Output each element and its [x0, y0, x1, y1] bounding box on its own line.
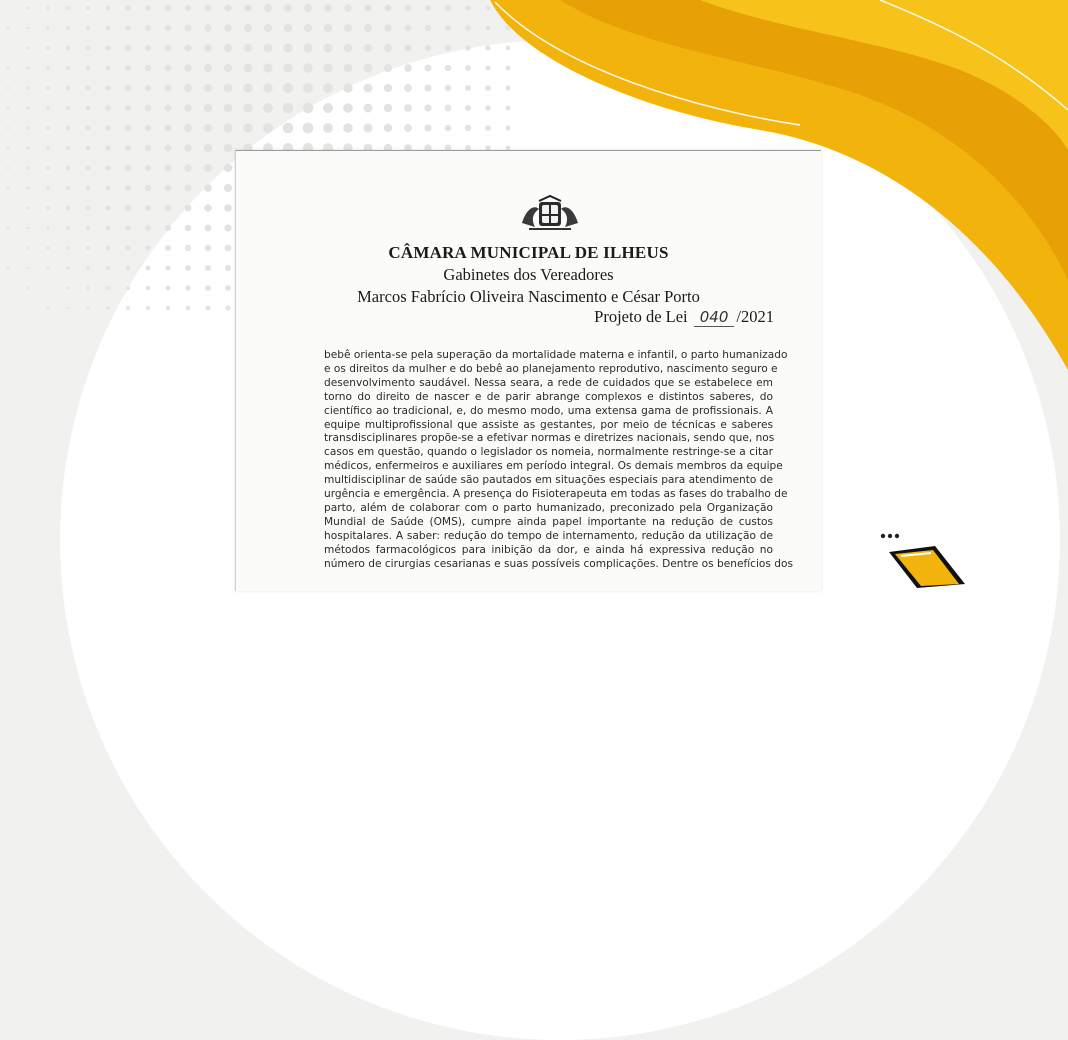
- body-line: métodos farmacológicos para inibição da dor, e ainda há expressiva redução no: [324, 543, 773, 556]
- body-line: casos em questão, quando o legislador os nomeia, normalmente restringe-se a citar: [324, 446, 773, 459]
- body-line: transdisciplinares propõe-se a efetivar normas e diretrizes nacionais, sendo que, nos: [324, 432, 775, 445]
- body-line: multidisciplinar de saúde são pautados em situações especiais para atendimento de: [324, 474, 773, 487]
- bill-reference: [594, 307, 774, 327]
- body-line: Mundial de Saúde (OMS), cumpre ainda papel importante na redução de custos: [324, 515, 773, 528]
- body-line: equipe multiprofissional que assiste as gestantes, por meio de técnicas e saberes: [324, 418, 773, 431]
- municipal-crest-icon: [519, 193, 581, 233]
- body-line: torno do direito de nascer e de parir abrange complexos e distintos saberes, do: [324, 390, 773, 403]
- body-line: urgência e emergência. A presença do Fisioterapeuta em todas as fases do trabalho de: [324, 488, 788, 501]
- body-text: [324, 349, 793, 572]
- body-line: desenvolvimento saudável. Nessa seara, a rede de cuidados que se estabelece em: [324, 376, 773, 389]
- body-line: científico ao tradicional, e, do mesmo modo, uma extensa gama de profissionais. A: [324, 404, 773, 417]
- bill-year: /2021: [736, 307, 774, 326]
- body-line: médicos, enfermeiros e auxiliares em período integral. Os demais membros da equipe: [324, 460, 783, 473]
- bill-number-handwritten: 040: [694, 308, 735, 327]
- document-page: [235, 150, 821, 591]
- body-line: número de cirurgias cesarianas e suas possíveis complicações. Dentre os benefícios dos: [324, 557, 793, 570]
- office-subtitle: Gabinetes dos Vereadores: [443, 265, 614, 284]
- body-line: bebê orienta-se pela superação da mortalidade materna e infantil, o parto humanizado: [324, 349, 788, 361]
- authors-line: Marcos Fabrício Oliveira Nascimento e César Porto: [357, 287, 700, 306]
- institution-title: CÂMARA MUNICIPAL DE ILHEUS: [388, 243, 669, 262]
- body-line: parto, além de colaborar com o parto humanizado, preconizado pela Organização: [324, 501, 773, 514]
- body-line: hospitalares. A saber: redução do tempo de internamento, redução da utilização de: [324, 529, 773, 542]
- bill-prefix: Projeto de Lei: [594, 307, 688, 326]
- body-line: e os direitos da mulher e do bebê ao planejamento reprodutivo, nascimento seguro e: [324, 362, 778, 375]
- arrow-badge-icon: [877, 528, 977, 588]
